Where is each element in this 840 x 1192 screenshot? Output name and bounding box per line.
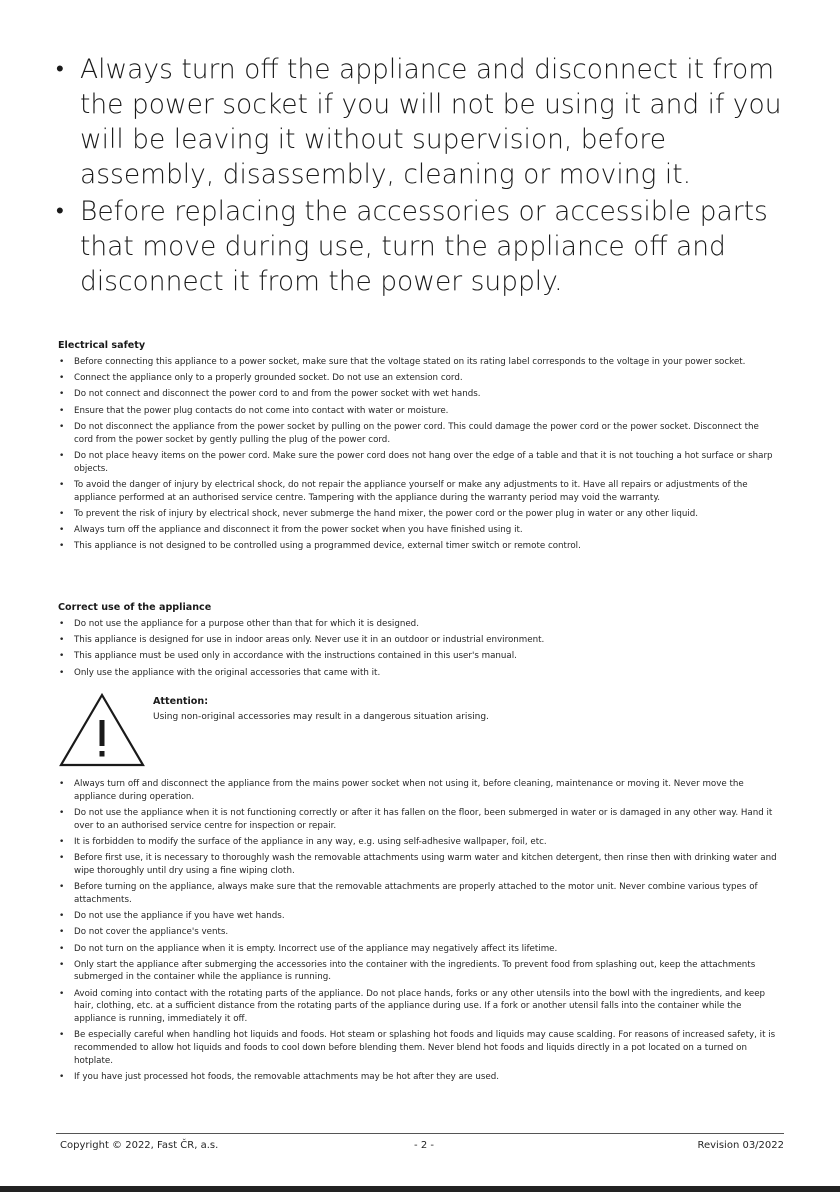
attention-text: Using non-original accessories may result in a dangerous situation arising. [153,712,489,722]
list-item: • Before first use, it is necessary to thoroughly wash the removable attachments using warm water and kitchen detergent, then rinse then with drinking water and wipe thoroughly until dry using a fine wiping cloth. [58,852,778,878]
additional-safety-list [58,778,778,1084]
footer-copyright: Copyright © 2022, Fast ČR, a.s. [60,1140,219,1151]
list-item: • Before connecting this appliance to a power socket, make sure that the voltage stated on its rating label corresponds to the voltage in your power socket. [58,356,778,369]
key-warning-item: • Always turn off the appliance and disconnect it from the power socket if you will not be using it and if you will be leaving it without supervision, before assembly, disassembly, cleaning or moving it. [56,52,796,192]
additional-safety-section [58,778,778,1087]
correct-use-list [58,618,778,679]
list-item: • Only start the appliance after submerging the accessories into the container with the ingredients. To prevent food from splashing out, keep the attachments submerged in the container while the appliance is running. [58,959,778,985]
key-warnings-list [56,52,796,301]
list-item: • Do not cover the appliance's vents. [58,926,778,939]
list-item: • If you have just processed hot foods, the removable attachments may be hot after they are used. [58,1071,778,1084]
warning-triangle-icon [58,690,148,770]
list-item: • To avoid the danger of injury by electrical shock, do not repair the appliance yourself or make any adjustments to it. Have all repairs or adjustments of the appliance performed at an authorised service centre. Tampering with the appliance during the warranty period may void the warranty. [58,479,778,505]
list-item: • Avoid coming into contact with the rotating parts of the appliance. Do not place hands, forks or any other utensils into the bowl with the ingredients, and keep hair, clothing, etc. at a sufficient distance from the rotating parts of the appliance during use. If a fork or another utensil falls into the container while the appliance is running, immediately it off. [58,988,778,1026]
footer-page-number: - 2 - [414,1140,434,1151]
list-item: • This appliance is designed for use in indoor areas only. Never use it in an outdoor or industrial environment. [58,634,778,647]
electrical-safety-section [58,339,778,556]
list-item: • Do not use the appliance for a purpose other than that for which it is designed. [58,618,778,631]
list-item: • Connect the appliance only to a properly grounded socket. Do not use an extension cord. [58,372,778,385]
list-item: • Do not turn on the appliance when it is empty. Incorrect use of the appliance may negatively affect its lifetime. [58,943,778,956]
list-item: • Only use the appliance with the original accessories that came with it. [58,667,778,680]
correct-use-section [58,601,778,683]
list-item: • This appliance is not designed to be controlled using a programmed device, external timer switch or remote control. [58,540,778,553]
list-item: • Always turn off and disconnect the appliance from the mains power socket when not using it, before cleaning, maintenance or moving it. Never move the appliance during operation. [58,778,778,804]
electrical-safety-list [58,356,778,553]
key-warning-item: • Before replacing the accessories or accessible parts that move during use, turn the appliance off and disconnect it from the power supply. [56,194,796,299]
section-heading: Electrical safety [58,340,146,351]
list-item: • Ensure that the power plug contacts do not come into contact with water or moisture. [58,405,778,418]
list-item: • Before turning on the appliance, always make sure that the removable attachments are properly attached to the motor unit. Never combine various types of attachments. [58,881,778,907]
list-item: • It is forbidden to modify the surface of the appliance in any way, e.g. using self-adhesive wallpaper, foil, etc. [58,836,778,849]
list-item: • Always turn off the appliance and disconnect it from the power socket when you have finished using it. [58,524,778,537]
list-item: • To prevent the risk of injury by electrical shock, never submerge the hand mixer, the power cord or the power plug in water or any other liquid. [58,508,778,521]
list-item: • Do not use the appliance when it is not functioning correctly or after it has fallen on the floor, been submerged in water or is damaged in any other way. Hand it over to an authorised service centre for inspection or repair. [58,807,778,833]
list-item: • Do not place heavy items on the power cord. Make sure the power cord does not hang over the edge of a table and that it is not touching a hot surface or sharp objects. [58,450,778,476]
list-item: • Be especially careful when handling hot liquids and foods. Hot steam or splashing hot foods and liquids may cause scalding. For reasons of increased safety, it is recommended to allow hot liquids and foods to cool down before blending them. Never blend hot foods and liquids directly in a pot located on a turned on hotplate. [58,1029,778,1067]
footer-divider [56,1133,784,1134]
list-item: • Do not disconnect the appliance from the power socket by pulling on the power cord. This could damage the power cord or the power socket. Disconnect the cord from the power socket by gently pulling the plug of the power cord. [58,421,778,447]
list-item: • Do not connect and disconnect the power cord to and from the power socket with wet hands. [58,388,778,401]
attention-box [58,690,778,770]
bottom-edge-strip [0,1186,840,1192]
section-heading: Correct use of the appliance [58,602,212,613]
list-item: • Do not use the appliance if you have wet hands. [58,910,778,923]
list-item: • This appliance must be used only in accordance with the instructions contained in this user's manual. [58,650,778,663]
attention-title: Attention: [153,696,209,707]
footer-revision: Revision 03/2022 [697,1140,784,1151]
